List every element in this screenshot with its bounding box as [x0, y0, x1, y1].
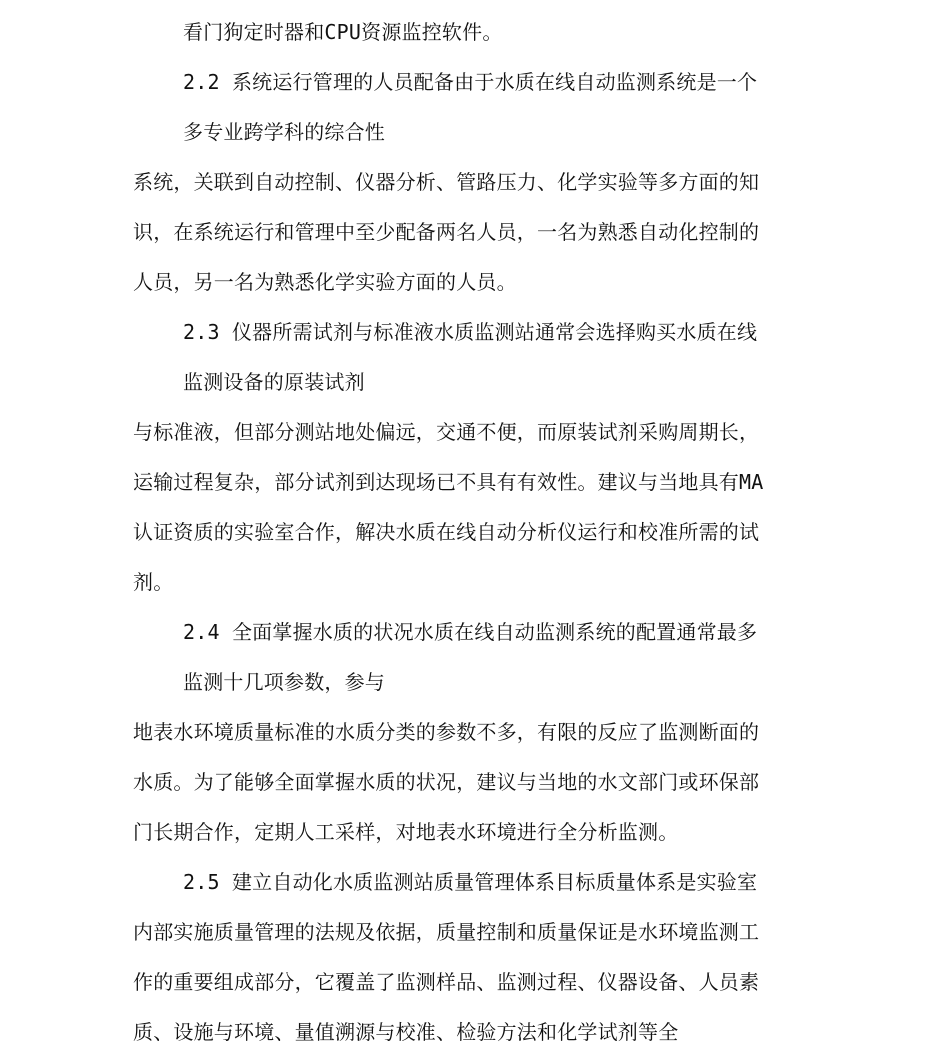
text-line: 地表水环境质量标准的水质分类的参数不多，有限的反应了监测断面的: [133, 720, 760, 744]
text-line: 质、设施与环境、量值溯源与校准、检验方法和化学试剂等全: [133, 1020, 679, 1044]
text-line: 识，在系统运行和管理中至少配备两名人员，一名为熟悉自动化控制的: [133, 220, 760, 244]
text-line: 门长期合作，定期人工采样，对地表水环境进行全分析监测。: [133, 820, 679, 844]
text-line: 多专业跨学科的综合性: [183, 120, 385, 144]
text-line: 系统，关联到自动控制、仪器分析、管路压力、化学实验等多方面的知: [133, 170, 760, 194]
text-line: 运输过程复杂，部分试剂到达现场已不具有有效性。建议与当地具有MA: [133, 470, 764, 494]
text-line: 内部实施质量管理的法规及依据，质量控制和质量保证是水环境监测工: [133, 920, 760, 944]
text-line: 作的重要组成部分，它覆盖了监测样品、监测过程、仪器设备、人员素: [133, 970, 760, 994]
text-line: 监测设备的原装试剂: [183, 370, 365, 394]
text-line: 人员，另一名为熟悉化学实验方面的人员。: [133, 270, 517, 294]
section-heading-2-2: 2.2 系统运行管理的人员配备由于水质在线自动监测系统是一个: [183, 70, 758, 94]
text-line: 水质。为了能够全面掌握水质的状况，建议与当地的水文部门或环保部: [133, 770, 760, 794]
text-line: 剂。: [133, 570, 174, 594]
text-line: 认证资质的实验室合作，解决水质在线自动分析仪运行和校准所需的试: [133, 520, 760, 544]
section-heading-2-4: 2.4 全面掌握水质的状况水质在线自动监测系统的配置通常最多: [183, 620, 758, 644]
section-heading-2-5: 2.5 建立自动化水质监测站质量管理体系目标质量体系是实验室: [183, 870, 758, 894]
text-line: 看门狗定时器和CPU资源监控软件。: [183, 20, 503, 44]
text-line: 与标准液，但部分测站地处偏远，交通不便，而原装试剂采购周期长，: [133, 420, 760, 444]
text-line: 监测十几项参数，参与: [183, 670, 385, 694]
section-heading-2-3: 2.3 仪器所需试剂与标准液水质监测站通常会选择购买水质在线: [183, 320, 758, 344]
